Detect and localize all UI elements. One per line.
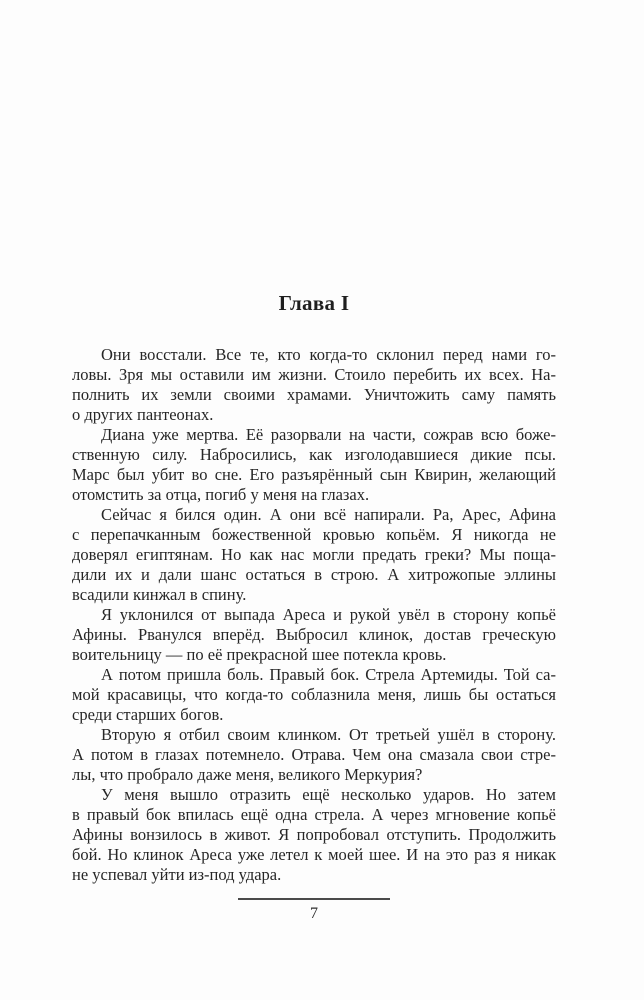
text-line: в правый бок впилась ещё одна стрела. А через мгновение копьё bbox=[72, 805, 556, 824]
paragraph bbox=[72, 425, 556, 505]
text-line: дили их и дали шанс остаться в строю. А хитрожопые эллины bbox=[72, 565, 556, 584]
text-line: Афины вонзилось в живот. Я попробовал отступить. Продолжить bbox=[72, 825, 556, 844]
text-line: Диана уже мертва. Её разорвали на части, сожрав всю боже- bbox=[101, 425, 556, 444]
text-line: не успевал уйти из-под удара. bbox=[72, 865, 282, 884]
paragraph bbox=[72, 665, 556, 725]
text-line: Афины. Рванулся вперёд. Выбросил клинок, достав греческую bbox=[72, 625, 556, 644]
body-text bbox=[72, 345, 556, 885]
text-line: бой. Но клинок Ареса уже летел к моей шее. И на это раз я никак bbox=[72, 845, 556, 864]
text-line: Сейчас я бился один. А они всё напирали. Ра, Арес, Афина bbox=[101, 505, 556, 524]
paragraph bbox=[72, 605, 556, 665]
text-line: Марс был убит во сне. Его разъярённый сын Квирин, желающий bbox=[72, 465, 556, 484]
text-line: ственную силу. Набросились, как изголодавшиеся дикие псы. bbox=[72, 445, 556, 464]
paragraph bbox=[72, 725, 556, 785]
text-line: лы, что пробрало даже меня, великого Меркурия? bbox=[72, 765, 423, 784]
text-line: с перепачканным божественной кровью копьём. Я никогда не bbox=[72, 525, 556, 544]
page-number: 7 bbox=[310, 904, 318, 922]
paragraph bbox=[72, 345, 556, 425]
text-line: среди старших богов. bbox=[72, 705, 224, 724]
text-line: У меня вышло отразить ещё несколько ударов. Но затем bbox=[101, 785, 556, 804]
text-column bbox=[72, 291, 556, 923]
page-footer bbox=[72, 898, 556, 923]
text-line: А потом пришла боль. Правый бок. Стрела Артемиды. Той са- bbox=[101, 665, 556, 684]
text-line: о других пантеонах. bbox=[72, 405, 214, 424]
paragraph bbox=[72, 505, 556, 605]
text-line: ловы. Зря мы оставили им жизни. Стоило перебить их всех. На- bbox=[72, 365, 556, 384]
footer-divider bbox=[238, 898, 390, 900]
text-line: Они восстали. Все те, кто когда-то склонил перед нами го- bbox=[101, 345, 556, 364]
text-line: полнить их земли своими храмами. Уничтожить саму память bbox=[72, 385, 556, 404]
text-line: всадили кинжал в спину. bbox=[72, 585, 247, 604]
text-line: мой красавицы, что когда-то соблазнила меня, лишь бы остаться bbox=[72, 685, 556, 704]
text-line: А потом в глазах потемнело. Отрава. Чем она смазала свои стре- bbox=[72, 745, 556, 764]
text-line: отомстить за отца, погиб у меня на глазах. bbox=[72, 485, 370, 504]
text-line: доверял египтянам. Но как нас могли предать греки? Мы поща- bbox=[72, 545, 556, 564]
paragraph bbox=[72, 785, 556, 885]
text-line: воительницу — по её прекрасной шее потекла кровь. bbox=[72, 645, 447, 664]
text-line: Вторую я отбил своим клинком. От третьей ушёл в сторону. bbox=[101, 725, 556, 744]
chapter-title: Глава I bbox=[278, 291, 350, 315]
text-line: Я уклонился от выпада Ареса и рукой увёл в сторону копьё bbox=[101, 605, 556, 624]
